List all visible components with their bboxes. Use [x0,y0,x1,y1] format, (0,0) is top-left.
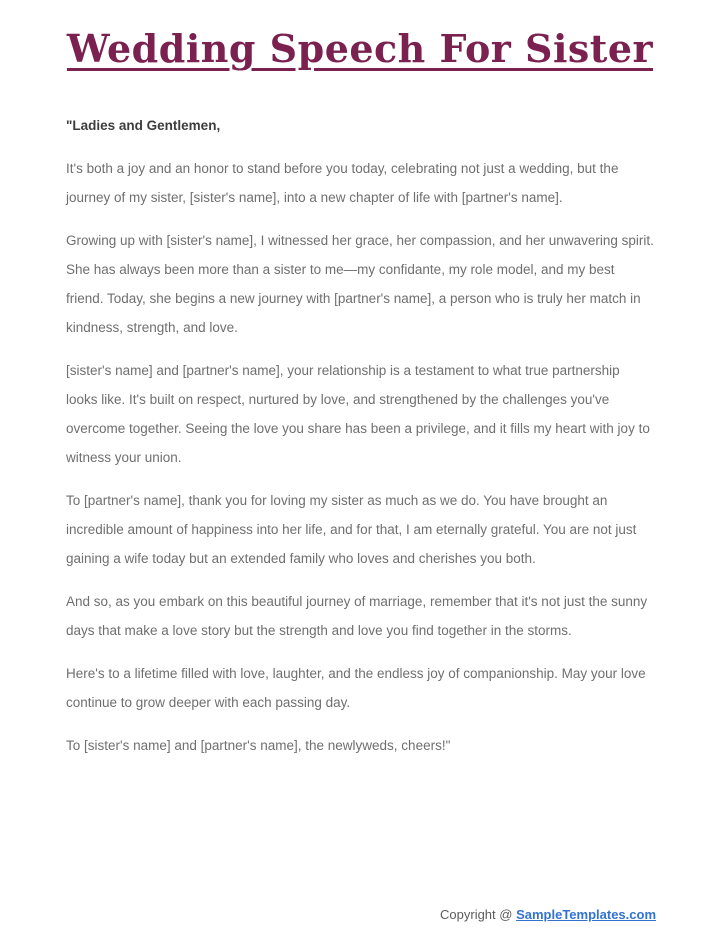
sampletemplates-link[interactable]: SampleTemplates.com [516,907,656,922]
speech-paragraph-toast: Here's to a lifetime filled with love, laughter, and the endless joy of companionship. May your love continue to grow deeper with each passing day. [66,666,646,710]
speech-paragraph-relationship: [sister's name] and [partner's name], your relationship is a testament to what true partnership looks like. It's built on respect, nurtured by love, and strengthened by the challenges you've overcome together. Seeing the love you share has been a privilege, and it fills my heart with joy to witness your union. [66,363,650,465]
copyright-text: Copyright @ [440,907,517,922]
page-title: Wedding Speech For Sister [66,26,654,71]
speech-paragraph-to-partner: To [partner's name], thank you for loving my sister as much as we do. You have brought an incredible amount of happiness into her life, and for that, I am eternally grateful. You are not just gaining a wife today but an extended family who loves and cherishes you both. [66,493,637,566]
speech-paragraph-cheers: To [sister's name] and [partner's name], the newlyweds, cheers!" [66,738,451,753]
speech-paragraph-journey: And so, as you embark on this beautiful journey of marriage, remember that it's not just the sunny days that make a love story but the strength and love you find together in the storms. [66,594,648,638]
speech-body [0,111,720,760]
footer [440,907,656,922]
speech-paragraph-growing-up: Growing up with [sister's name], I witnessed her grace, her compassion, and her unwavering spirit. She has always been more than a sister to me—my confidante, my role model, and my best friend. Today, she begins a new journey with [partner's name], a person who is truly her match in kindness, strength, and love. [66,233,654,335]
speech-salutation: "Ladies and Gentlemen, [66,118,221,133]
document-page [0,26,720,934]
speech-paragraph-intro: It's both a joy and an honor to stand before you today, celebrating not just a wedding, but the journey of my sister, [sister's name], into a new chapter of life with [partner's name]. [66,161,619,205]
